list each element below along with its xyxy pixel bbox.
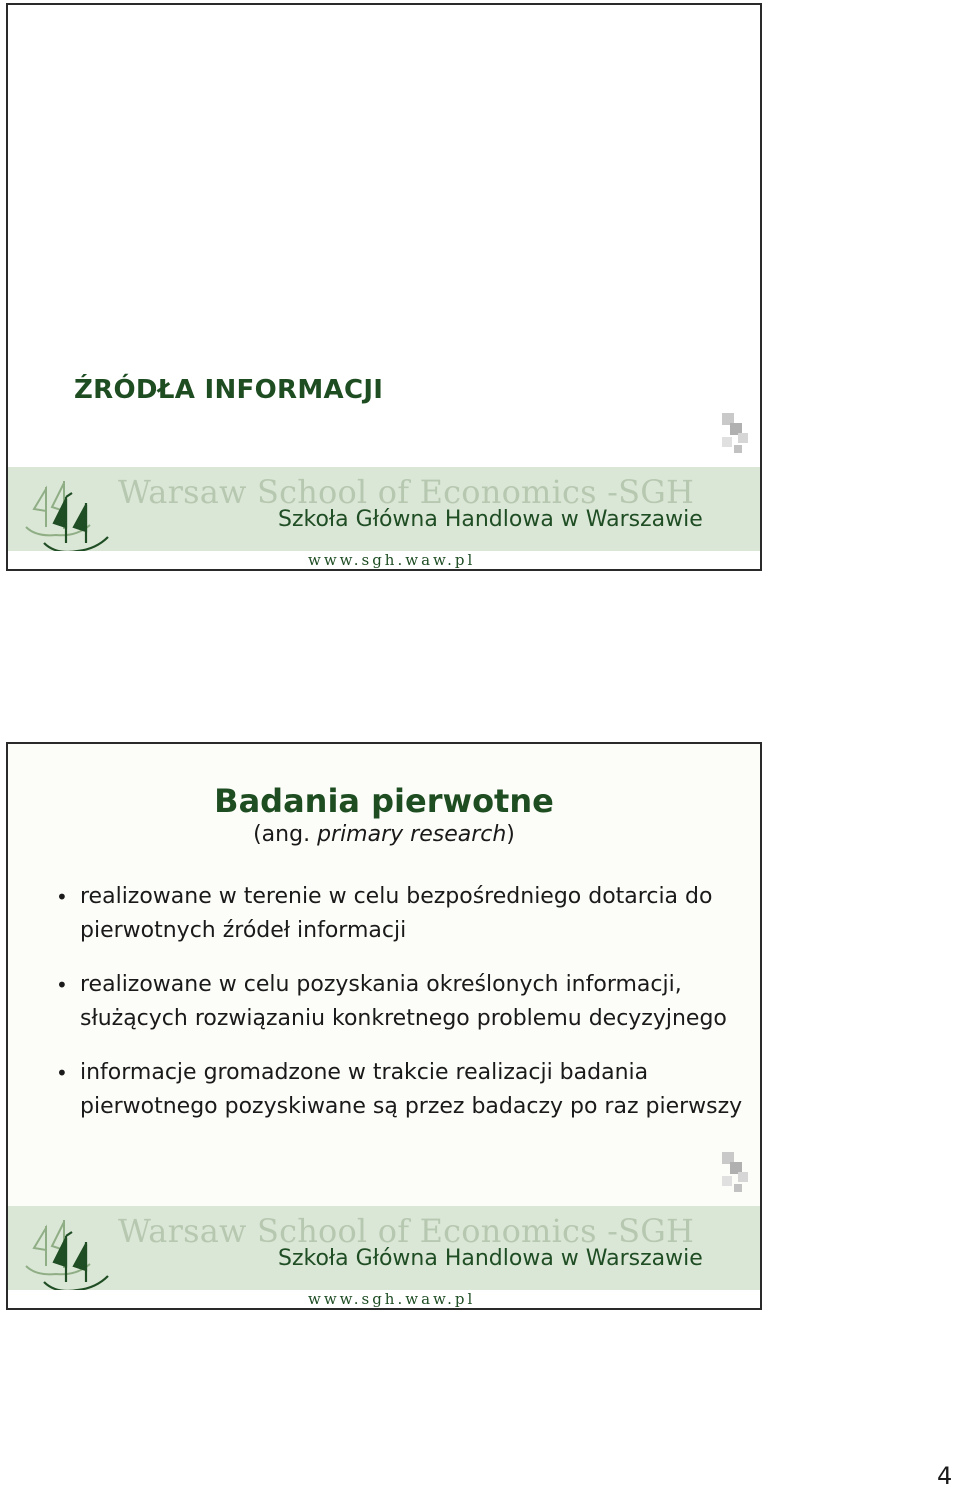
decorative-squares-icon [720, 1150, 752, 1194]
slide-1 [6, 3, 762, 571]
ship-logo-icon [16, 467, 112, 557]
footer-url: www.sgh.waw.pl [308, 551, 476, 569]
bullet-item: • realizowane w terenie w celu bezpośredniego dotarcia do pierwotnych źródeł informacji [56, 880, 746, 948]
school-name: Szkoła Główna Handlowa w Warszawie [278, 507, 703, 532]
watermark-text: Warsaw School of Economics -SGH [118, 1212, 695, 1250]
ship-logo-icon [16, 1206, 112, 1296]
page-number: 4 [937, 1462, 953, 1490]
subtitle-italic: primary research [317, 822, 507, 847]
footer-url: www.sgh.waw.pl [308, 1290, 476, 1308]
slide-footer [8, 467, 760, 569]
slide-2 [6, 742, 762, 1310]
bullet-item: • realizowane w celu pozyskania określonych informacji, służących rozwiązaniu konkretnego problemu decyzyjnego [56, 968, 746, 1036]
slide-subtitle [8, 822, 760, 847]
slide-title: ŹRÓDŁA INFORMACJI [74, 375, 384, 405]
subtitle-prefix: (ang. [253, 822, 318, 847]
decorative-squares-icon [720, 411, 752, 455]
bullet-item: • informacje gromadzone w trakcie realizacji badania pierwotnego pozyskiwane są przez badaczy po raz pierwszy [56, 1056, 746, 1124]
slide-footer [8, 1206, 760, 1308]
subtitle-suffix: ) [506, 822, 515, 847]
watermark-text: Warsaw School of Economics -SGH [118, 473, 695, 511]
bullet-list [56, 880, 746, 1144]
school-name: Szkoła Główna Handlowa w Warszawie [278, 1246, 703, 1271]
slide-title: Badania pierwotne [214, 782, 554, 820]
